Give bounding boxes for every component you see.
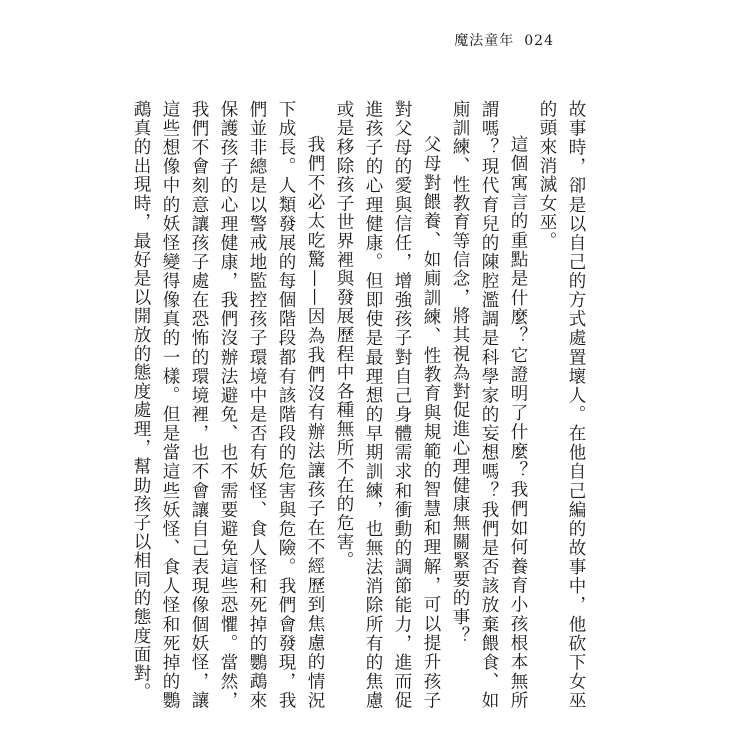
paragraph: 我們不必太吃驚——因為我們沒有辦法讓孩子在不經歷到焦慮的情況下成長。人類發展的每個階段都有該階段的危害與危險。我們會發現，我們並非總是以警戒地監控孩子環境中是否有妖怪、食人怪和死掉的鸚鵡來保護孩子的心理健康，我們沒辦法避免、也不需要避免這些恐懼。當然，我們不會刻意讓孩子處在恐怖的環境裡，也不會讓自己表現像個妖怪，讓這些想像中的妖怪變得像真的一樣。但是當這些妖怪、食人怪和死掉的鸚鵡真的出現時，最好是以開放的態度處理，幫助孩子以相同的態度面對。 bbox=[131, 100, 325, 710]
book-title: 魔法童年 bbox=[454, 33, 515, 49]
running-header bbox=[454, 30, 554, 50]
paragraph: 這個寓言的重點是什麼？它證明了什麼？我們如何養育小孩根本無所謂嗎？現代育兒的陳腔濫調是科學家的妄想嗎？我們是否該放棄餵食、如廁訓練、性教育等信念，將其視為對促進心理健康無關緊要的事？ bbox=[450, 100, 528, 710]
paragraph: 父母對餵養、如廁訓練、性教育與規範的智慧和理解，可以提升孩子對父母的愛與信任，增強孩子對自己身體需求和衝動的調節能力，進而促進孩子的心理健康。但即使是最理想的早期訓練，也無法消除所有的焦慮或是移除孩子世界裡與發展歷程中各種無所不在的危害。 bbox=[334, 100, 441, 710]
body-text bbox=[131, 100, 590, 710]
paragraph: 故事時，卻是以自己的方式處置壞人。在他自己編的故事中，他砍下女巫的頭來消滅女巫。 bbox=[537, 100, 586, 710]
page-number: 024 bbox=[524, 33, 554, 49]
